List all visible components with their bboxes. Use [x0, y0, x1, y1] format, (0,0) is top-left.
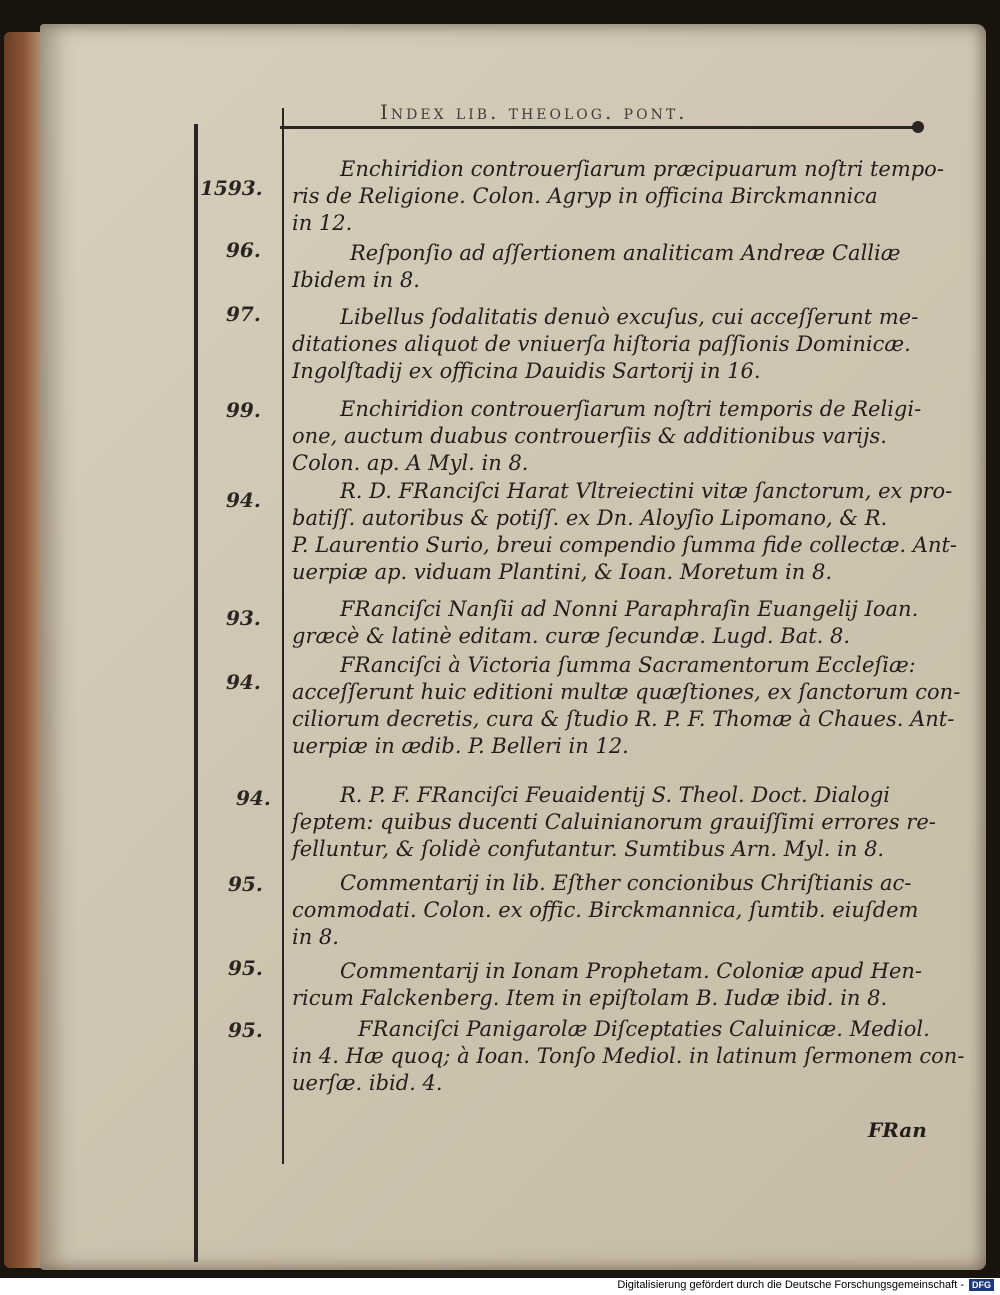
- entry-line: ditationes aliquot de vniuerſa hiſtoria paſſionis Dominicæ.: [292, 332, 911, 356]
- entry-year: 93.: [226, 606, 261, 630]
- entry-line: commodati. Colon. ex offic. Birckmannica, ſumtib. eiuſdem: [292, 898, 919, 922]
- entry-line: Enchiridion controuerſiarum præcipuarum noſtri tempo-: [340, 157, 944, 181]
- catalog-entry: [292, 240, 942, 294]
- entry-line: R. D. FRanciſci Harat Vltreiectini vitæ ſanctorum, ex pro-: [340, 479, 953, 503]
- entry-line: græcè & latinè editam. curæ ſecundæ. Lugd. Bat. 8.: [292, 624, 851, 648]
- entry-line: Enchiridion controuerſiarum noſtri temporis de Religi-: [340, 397, 922, 421]
- entry-line: uerpiæ ap. viduam Plantini, & Ioan. Moretum in 8.: [292, 560, 832, 584]
- entry-line: in 8.: [292, 925, 339, 949]
- running-title: Index lib. theolog. pont.: [380, 100, 688, 124]
- entry-line: Commentarij in lib. Eſther concionibus Chriſtianis ac-: [340, 871, 912, 895]
- catalog-entry: [292, 870, 942, 951]
- entry-line: uerſæ. ibid. 4.: [292, 1071, 443, 1095]
- entry-year: 95.: [228, 1018, 263, 1042]
- entry-year: 99.: [226, 398, 261, 422]
- entry-line: FRanciſci à Victoria ſumma Sacramentorum Eccleſiæ:: [340, 653, 916, 677]
- entry-year: 94.: [236, 786, 271, 810]
- entry-line: batiſſ. autoribus & potiſſ. ex Dn. Aloyſio Lipomano, & R.: [292, 506, 888, 530]
- entry-year: 95.: [228, 956, 263, 980]
- entry-line: ris de Religione. Colon. Agryp in officina Birckmannica: [292, 184, 878, 208]
- header-rule: [280, 126, 920, 129]
- margin-rule-inner: [282, 108, 284, 1164]
- entry-line: P. Laurentio Surio, breui compendio ſumma fide collectæ. Ant-: [292, 533, 958, 557]
- catalog-entry: [292, 782, 942, 863]
- catalog-entry: [292, 958, 942, 1012]
- entry-year: 96.: [226, 238, 261, 262]
- entry-year: 1593.: [200, 176, 263, 200]
- entry-line: in 12.: [292, 211, 353, 235]
- entry-line: one, auctum duabus controuerſiis & additionibus varijs.: [292, 424, 887, 448]
- entry-year: 95.: [228, 872, 263, 896]
- entry-line: ricum Falckenberg. Item in epiſtolam B. Iudæ ibid. in 8.: [292, 986, 888, 1010]
- entry-line: Ibidem in 8.: [292, 268, 420, 292]
- catalog-entry: [292, 652, 961, 760]
- catalog-entry: [292, 1016, 965, 1097]
- entry-line: acceſſerunt huic editioni multæ quæſtiones, ex ſanctorum con-: [292, 680, 961, 704]
- header-rule-ornament: [912, 121, 924, 133]
- catalog-entry: [292, 478, 958, 586]
- entry-line: uerpiæ in ædib. P. Belleri in 12.: [292, 734, 629, 758]
- entry-line: Ingolſtadij ex officina Dauidis Sartorij in 16.: [292, 359, 761, 383]
- margin-rule-outer: [194, 124, 198, 1262]
- catalog-entry: [292, 596, 942, 650]
- catalog-entry: [292, 156, 942, 237]
- entry-year: 97.: [226, 302, 261, 326]
- entry-line: FRanciſci Panigarolæ Diſceptaties Caluinicæ. Mediol.: [358, 1017, 930, 1041]
- entry-line: ciliorum decretis, cura & ſtudio R. P. F. Thomæ à Chaues. Ant-: [292, 707, 955, 731]
- entry-line: ſeptem: quibus ducenti Caluinianorum grauiſſimi errores re-: [292, 810, 936, 834]
- entry-year: 94.: [226, 670, 261, 694]
- catchword: FRan: [868, 1118, 927, 1142]
- catalog-entry: [292, 396, 942, 477]
- entry-line: R. P. F. FRanciſci Feuaidentij S. Theol. Doct. Dialogi: [340, 783, 890, 807]
- entry-line: Reſponſio ad aſſertionem analiticam Andreæ Calliæ: [350, 241, 901, 265]
- entry-line: in 4. Hæ quoq; à Ioan. Tonſo Mediol. in latinum ſermonem con-: [292, 1044, 965, 1068]
- catalog-entry: [292, 304, 942, 385]
- footer-credit: Digitalisierung gefördert durch die Deutsche Forschungsgemeinschaft -: [617, 1279, 964, 1291]
- dfg-logo: DFG: [969, 1279, 994, 1291]
- entry-year: 94.: [226, 488, 261, 512]
- entry-line: Commentarij in Ionam Prophetam. Coloniæ apud Hen-: [340, 959, 923, 983]
- entry-line: FRanciſci Nanſii ad Nonni Paraphraſin Euangelij Ioan.: [340, 597, 919, 621]
- entry-line: Colon. ap. A Myl. in 8.: [292, 451, 529, 475]
- entry-line: felluntur, & ſolidè confutantur. Sumtibus Arn. Myl. in 8.: [292, 837, 885, 861]
- entry-line: Libellus ſodalitatis denuò excuſus, cui acceſſerunt me-: [340, 305, 919, 329]
